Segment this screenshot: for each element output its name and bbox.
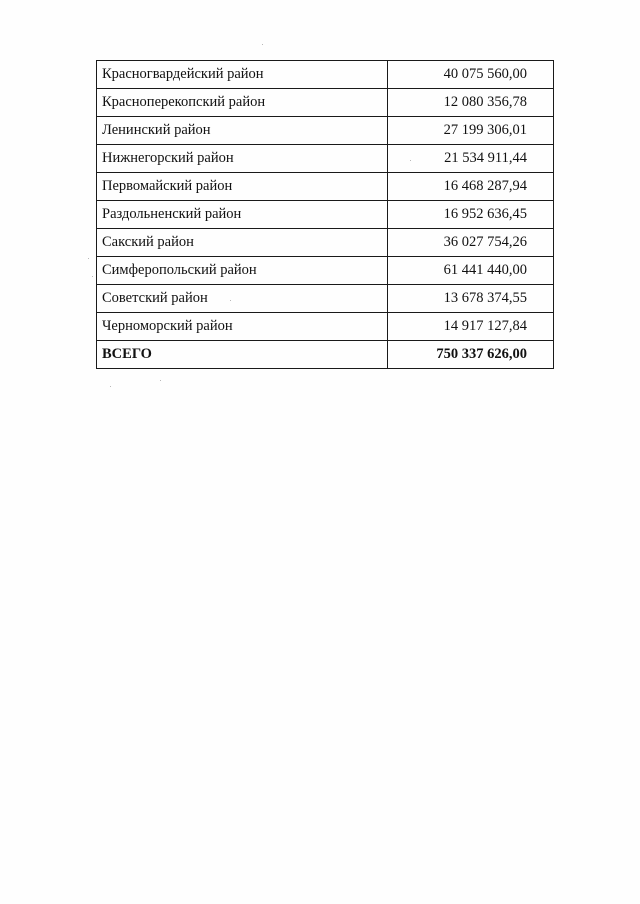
district-amount: 40 075 560,00 bbox=[388, 61, 554, 89]
district-amount: 14 917 127,84 bbox=[388, 313, 554, 341]
table-row bbox=[97, 117, 554, 145]
table-row bbox=[97, 145, 554, 173]
scan-speck bbox=[92, 276, 93, 277]
district-name: Нижнегорский район bbox=[97, 145, 388, 173]
total-amount: 750 337 626,00 bbox=[388, 341, 554, 369]
district-amount: 16 952 636,45 bbox=[388, 201, 554, 229]
table-row bbox=[97, 229, 554, 257]
scan-speck bbox=[160, 380, 161, 381]
table-row bbox=[97, 89, 554, 117]
district-amount: 12 080 356,78 bbox=[388, 89, 554, 117]
district-amount: 13 678 374,55 bbox=[388, 285, 554, 313]
total-label: ВСЕГО bbox=[97, 341, 388, 369]
scan-speck bbox=[262, 44, 263, 45]
table-row bbox=[97, 201, 554, 229]
district-name: Симферопольский район bbox=[97, 257, 388, 285]
district-name: Черноморский район bbox=[97, 313, 388, 341]
district-name: Советский район bbox=[97, 285, 388, 313]
district-name: Сакский район bbox=[97, 229, 388, 257]
table-row bbox=[97, 285, 554, 313]
district-name: Первомайский район bbox=[97, 173, 388, 201]
scan-speck bbox=[110, 386, 111, 387]
district-name: Ленинский район bbox=[97, 117, 388, 145]
district-amount: 16 468 287,94 bbox=[388, 173, 554, 201]
scan-speck bbox=[88, 258, 89, 259]
scan-speck bbox=[230, 300, 231, 301]
scan-speck bbox=[410, 160, 411, 161]
district-budget-table bbox=[96, 60, 554, 369]
table-row bbox=[97, 313, 554, 341]
district-amount: 27 199 306,01 bbox=[388, 117, 554, 145]
district-amount: 36 027 754,26 bbox=[388, 229, 554, 257]
table-row bbox=[97, 173, 554, 201]
district-amount: 21 534 911,44 bbox=[388, 145, 554, 173]
district-name: Раздольненский район bbox=[97, 201, 388, 229]
district-name: Красногвардейский район bbox=[97, 61, 388, 89]
table-row bbox=[97, 61, 554, 89]
total-row bbox=[97, 341, 554, 369]
district-name: Красноперекопский район bbox=[97, 89, 388, 117]
district-amount: 61 441 440,00 bbox=[388, 257, 554, 285]
table-row bbox=[97, 257, 554, 285]
table-body bbox=[97, 61, 554, 369]
